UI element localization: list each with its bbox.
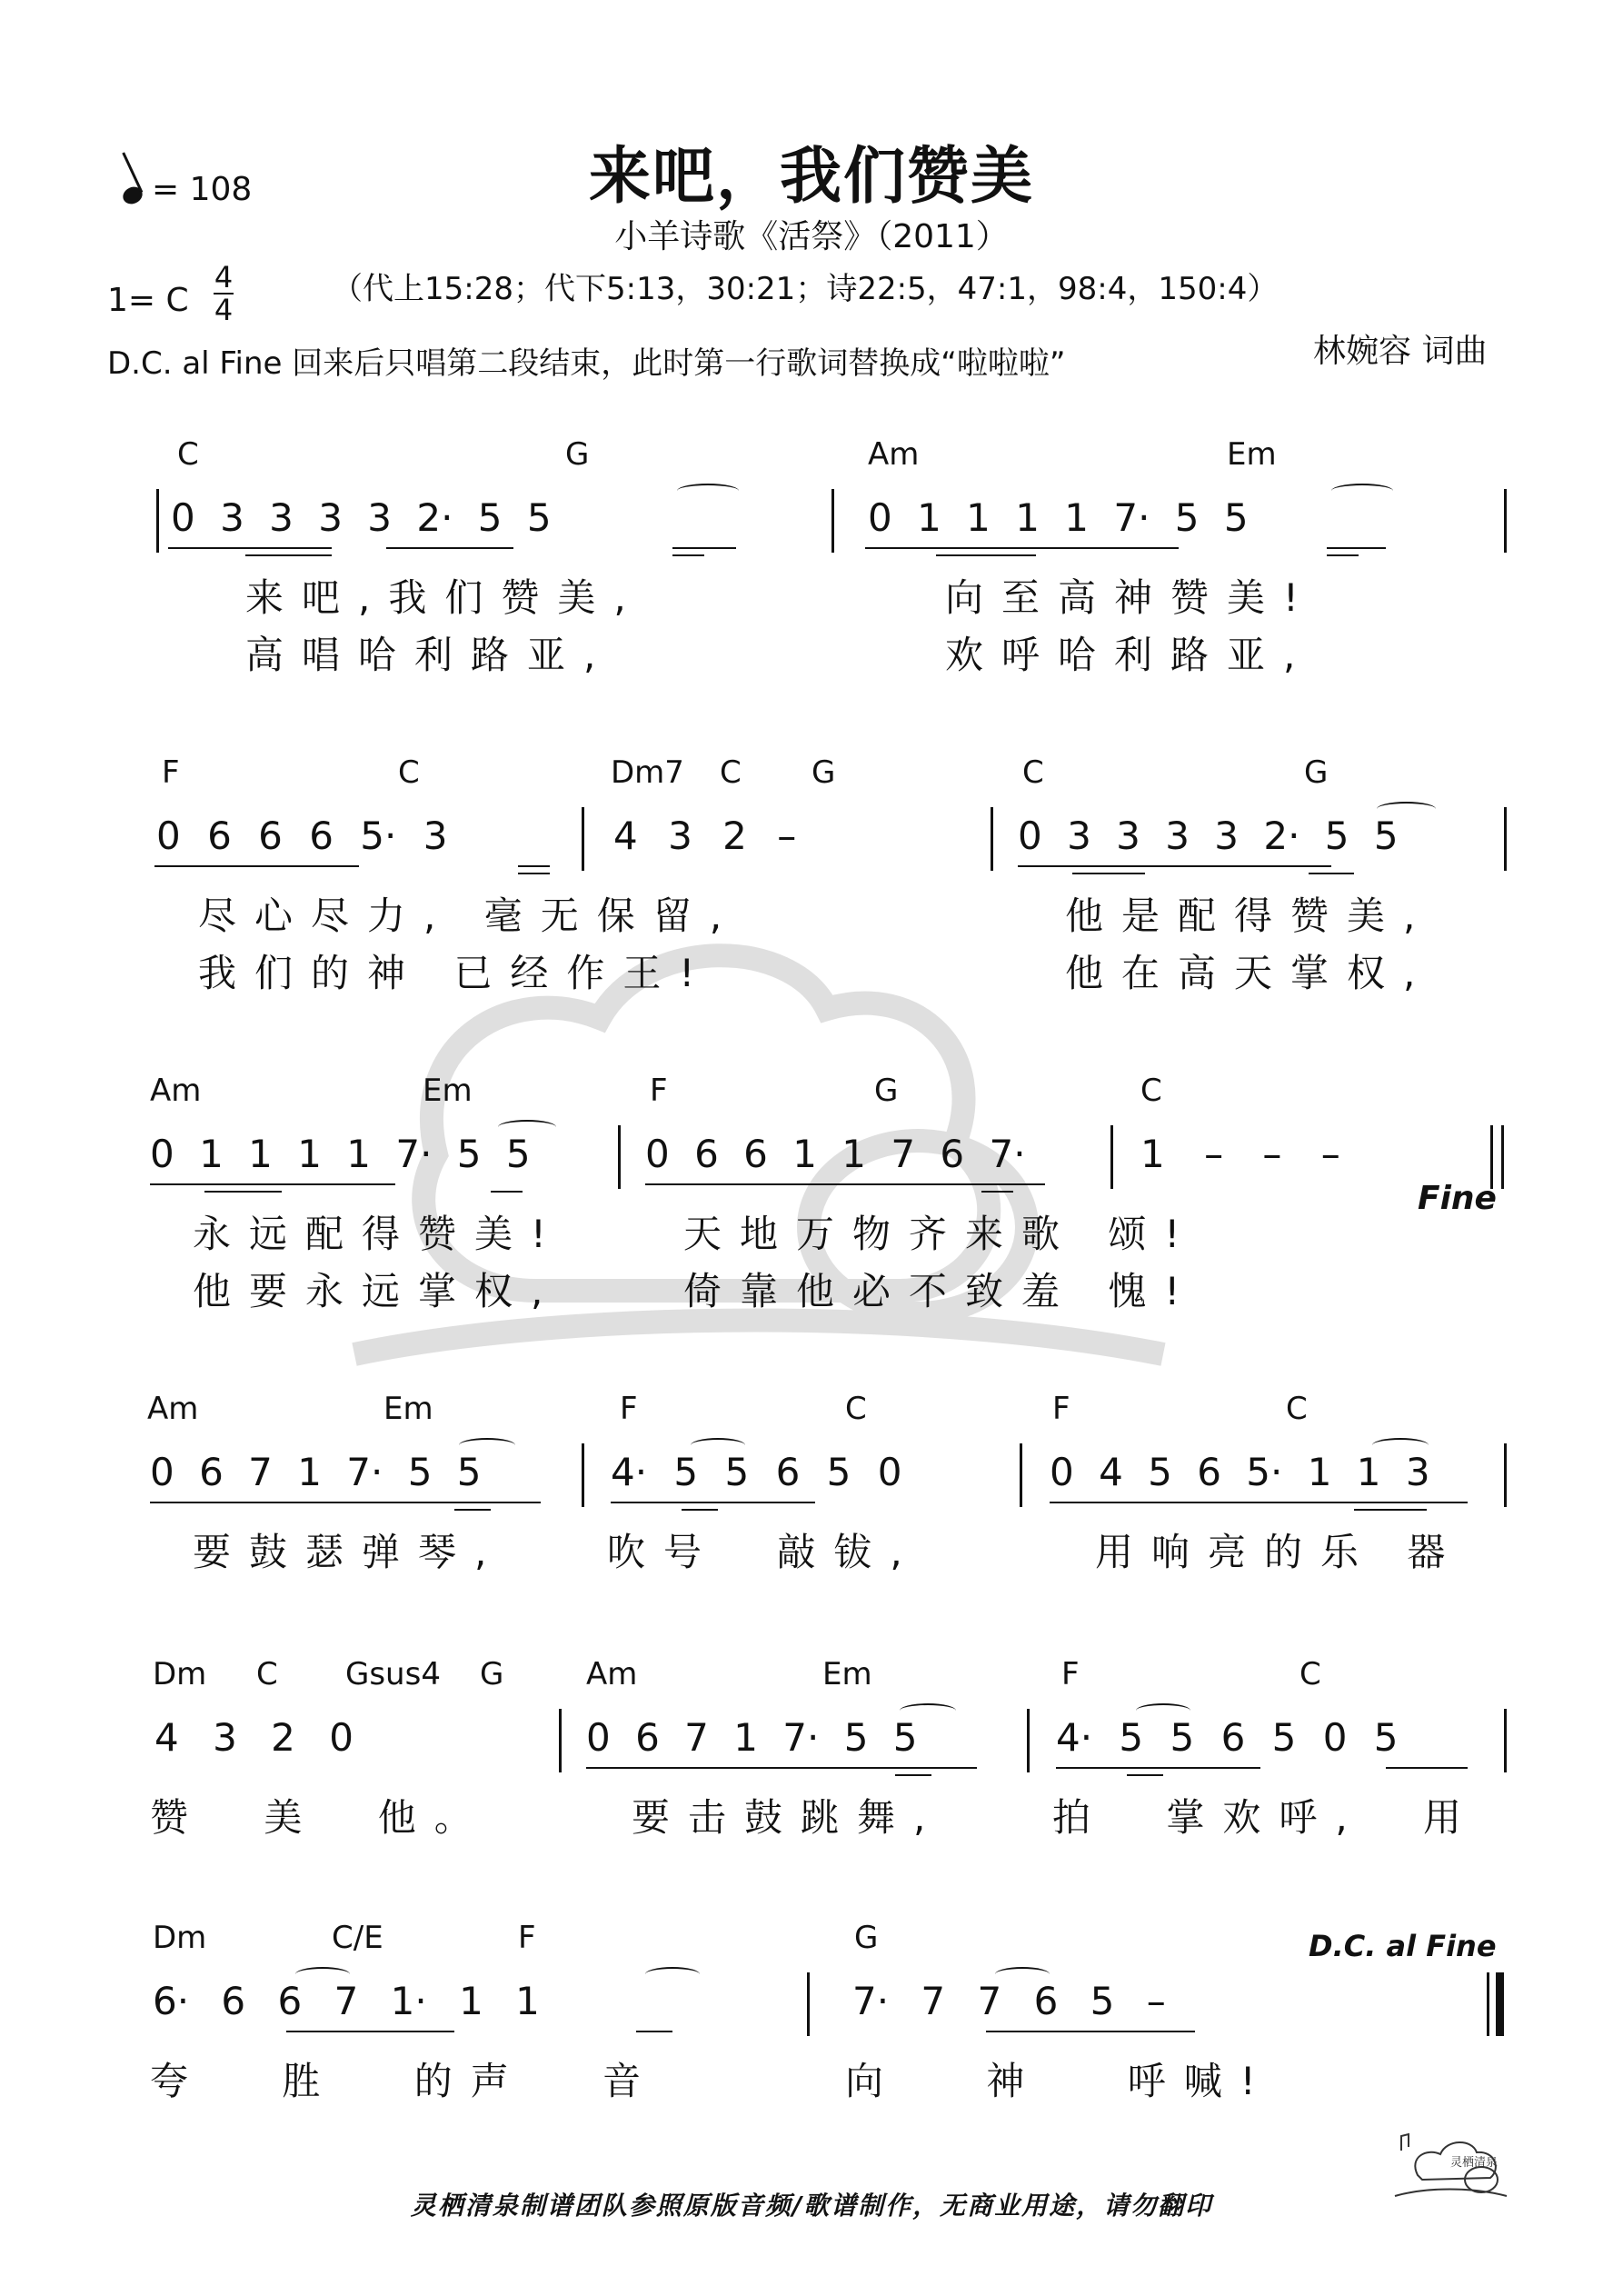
- beam-line: [1127, 1774, 1163, 1776]
- measure-notes: 0 6 6 6 5· 3: [156, 814, 448, 858]
- chord: Dm: [153, 1920, 207, 1956]
- chord: F: [650, 1073, 668, 1109]
- beam-line: [672, 547, 736, 549]
- lyrics: 用响亮的乐 器: [1095, 1530, 1464, 1574]
- lyrics-verse-2: 他要永远掌权,: [193, 1269, 562, 1313]
- beam-line: [1050, 1502, 1468, 1503]
- barline: [559, 1709, 562, 1772]
- time-signature: [214, 260, 234, 327]
- beam-line: [150, 1183, 395, 1185]
- tie-arc: [1331, 484, 1393, 498]
- chord: C/E: [332, 1920, 383, 1956]
- measure-notes: 6· 6 6 7 1· 1 1: [153, 1979, 540, 2023]
- chord: F: [1052, 1391, 1070, 1427]
- beam-line: [611, 1502, 815, 1503]
- chord: G: [1304, 754, 1329, 791]
- chord: G: [854, 1920, 879, 1956]
- time-numerator: 4: [214, 260, 234, 294]
- lyrics-verse-1: 尽心尽力, 毫无保留,: [198, 893, 741, 938]
- measure-notes: 4· 5 5 6 5 0 5: [1056, 1715, 1399, 1760]
- beam-line: [981, 1191, 1013, 1193]
- chord: Em: [423, 1073, 473, 1109]
- barline: [807, 1972, 810, 2036]
- measure-notes: 0 3 3 3 3 2· 5 5: [171, 495, 552, 540]
- song-subtitle: 小羊诗歌《活祭》（2011）: [614, 218, 1009, 255]
- measure-notes: 4 3 2 0: [154, 1715, 353, 1760]
- measure-notes: 0 6 7 1 7· 5 5: [586, 1715, 918, 1760]
- tie-arc: [1372, 1438, 1429, 1452]
- chord: G: [812, 754, 836, 791]
- barline: [1027, 1709, 1030, 1772]
- lyrics: 赞 美 他。: [150, 1795, 491, 1840]
- beam-line: [1386, 1767, 1468, 1769]
- chord: Am: [586, 1656, 638, 1692]
- beam-line: [491, 1191, 523, 1193]
- beam-line: [245, 554, 332, 556]
- beam-line: [454, 1509, 491, 1511]
- tie-arc: [691, 1438, 745, 1452]
- measure-notes: 0 3 3 3 3 2· 5 5: [1018, 814, 1399, 858]
- barline: [1501, 1125, 1504, 1189]
- beam-line: [1309, 873, 1354, 874]
- composer-credit: 林婉容 词曲: [1313, 333, 1488, 370]
- tie-arc: [1377, 802, 1436, 816]
- measure-notes: 4 3 2 –: [613, 814, 797, 858]
- logo-text: 灵栖清泉: [1450, 2156, 1499, 2170]
- tie-arc: [677, 484, 739, 498]
- beam-line: [865, 547, 1179, 549]
- barline: [1504, 1709, 1507, 1772]
- barline: [1020, 1443, 1022, 1507]
- lyrics-verse-1: 他是配得赞美,: [1065, 893, 1434, 938]
- beam-line: [150, 1502, 541, 1503]
- final-barline: [1496, 1972, 1504, 2036]
- barline: [582, 1443, 584, 1507]
- chord: G: [565, 436, 590, 473]
- lyrics-verse-1: 向至高神赞美!: [945, 575, 1317, 620]
- barline: [582, 807, 584, 871]
- chord: Am: [147, 1391, 199, 1427]
- barline: [1110, 1125, 1113, 1189]
- measure-notes: 0 4 5 6 5· 1 1 3: [1050, 1450, 1430, 1494]
- beam-line: [645, 1183, 1045, 1185]
- barline: [618, 1125, 621, 1189]
- tie-arc: [498, 1120, 556, 1134]
- measure-notes: 0 6 6 1 1 7 6 7·: [645, 1132, 1026, 1176]
- measure-notes: 0 6 7 1 7· 5 5: [150, 1450, 482, 1494]
- final-barline: [1487, 1972, 1489, 2036]
- chord: Am: [150, 1073, 202, 1109]
- chord: Em: [1227, 436, 1277, 473]
- chord: C: [177, 436, 199, 473]
- beam-line: [168, 547, 332, 549]
- measure-notes: 7· 7 7 6 5 –: [852, 1979, 1166, 2023]
- tempo-marking: [123, 171, 252, 208]
- chord: Gsus4: [345, 1656, 441, 1692]
- key-signature: 1= C: [107, 282, 189, 319]
- chord: G: [874, 1073, 899, 1109]
- measure-notes: 4· 5 5 6 5 0: [611, 1450, 902, 1494]
- lyrics-verse-2: 欢呼哈利路亚,: [945, 633, 1314, 677]
- beam-line: [895, 1774, 931, 1776]
- beam-line: [518, 873, 550, 874]
- beam-line: [986, 2031, 1195, 2032]
- tie-arc: [900, 1703, 956, 1718]
- chord: Dm7: [611, 754, 684, 791]
- lyrics: 要鼓瑟弹琴,: [193, 1530, 505, 1574]
- quarter-note-icon: [120, 184, 145, 207]
- lyrics-verse-2: 我们的神 已经作王!: [198, 951, 713, 995]
- lyrics-verse-1: 永远配得赞美!: [193, 1212, 564, 1256]
- beam-line: [1056, 1767, 1260, 1769]
- chord: G: [480, 1656, 504, 1692]
- chord: Am: [868, 436, 920, 473]
- tie-arc: [645, 1967, 700, 1982]
- beam-line: [1354, 1509, 1427, 1511]
- chord: F: [620, 1391, 638, 1427]
- tie-arc: [459, 1438, 515, 1452]
- lyrics: 吹号 敲钹,: [607, 1530, 921, 1574]
- beam-line: [286, 2031, 454, 2032]
- lyrics-verse-1: 天地万物齐来歌 颂!: [683, 1212, 1199, 1256]
- time-denominator: 4: [214, 293, 234, 327]
- chord: C: [1140, 1073, 1162, 1109]
- barline: [831, 489, 834, 553]
- song-title: 来吧，我们赞美: [588, 141, 1034, 213]
- lyrics: 要击鼓跳舞,: [632, 1795, 944, 1840]
- beam-line: [518, 865, 550, 867]
- chord: F: [518, 1920, 536, 1956]
- tie-arc: [1136, 1703, 1190, 1718]
- chord: Em: [822, 1656, 872, 1692]
- chord: C: [256, 1656, 278, 1692]
- beam-line: [204, 1191, 282, 1193]
- beam-line: [586, 1767, 977, 1769]
- lyrics: 拍 掌欢呼, 用: [1052, 1795, 1480, 1840]
- beam-line: [682, 1509, 718, 1511]
- beam-line: [636, 2031, 672, 2032]
- chord: C: [720, 754, 742, 791]
- lyrics: 向 神 呼喊!: [845, 2059, 1274, 2103]
- beam-line: [1327, 547, 1386, 549]
- lyrics-verse-2: 他在高天掌权,: [1065, 951, 1434, 995]
- beam-line: [672, 554, 704, 556]
- start-barline: [156, 489, 159, 553]
- barline: [991, 807, 993, 871]
- measure-notes: 0 1 1 1 1 7· 5 5: [150, 1132, 531, 1176]
- beam-line: [1327, 554, 1359, 556]
- barline: [1504, 1443, 1507, 1507]
- tempo-value: = 108: [152, 171, 253, 208]
- barline: [1504, 807, 1507, 871]
- footer-notice: 灵栖清泉制谱团队参照原版音频/歌谱制作，无商业用途，请勿翻印: [410, 2191, 1213, 2221]
- chord: C: [1022, 754, 1044, 791]
- tie-arc: [295, 1967, 350, 1982]
- measure-notes: 0 1 1 1 1 7· 5 5: [868, 495, 1249, 540]
- chord: F: [1061, 1656, 1080, 1692]
- measure-notes: 1 – – –: [1140, 1132, 1340, 1176]
- beam-line: [936, 554, 1036, 556]
- lyrics-verse-1: 来吧,我们赞美,: [245, 575, 644, 620]
- lyrics-verse-2: 倚靠他必不致羞 愧!: [683, 1269, 1199, 1313]
- barline: [1504, 489, 1507, 553]
- dc-instruction: D.C. al Fine 回来后只唱第二段结束，此时第一行歌词替换成“啦啦啦”: [107, 345, 1066, 382]
- dc-al-fine-marking: D.C. al Fine: [1309, 1929, 1497, 1963]
- chord: F: [162, 754, 180, 791]
- lyrics: 夸 胜 的声 音: [150, 2059, 660, 2103]
- beam-line: [1072, 873, 1145, 874]
- tie-arc: [995, 1967, 1050, 1982]
- beam-line: [1018, 865, 1331, 867]
- fine-marking: Fine: [1418, 1180, 1497, 1217]
- scripture-references: （代上15:28；代下5:13，30:21；诗22:5，47:1，98:4，150:4）: [332, 271, 1279, 307]
- chord: C: [1299, 1656, 1321, 1692]
- chord: C: [1286, 1391, 1308, 1427]
- lyrics-verse-2: 高唱哈利路亚,: [245, 633, 614, 677]
- beam-line: [154, 865, 359, 867]
- chord: Em: [383, 1391, 433, 1427]
- chord: Dm: [153, 1656, 207, 1692]
- chord: C: [845, 1391, 867, 1427]
- chord: C: [398, 754, 420, 791]
- beam-line: [386, 547, 513, 549]
